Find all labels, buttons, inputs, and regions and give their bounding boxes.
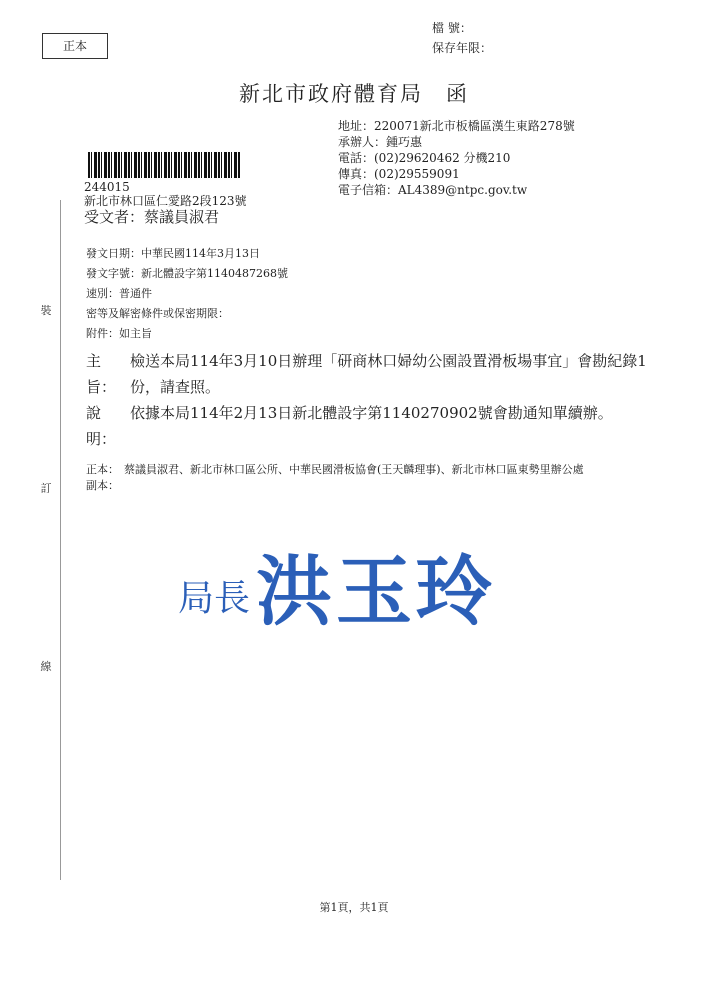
binding-mark-2: 訂 <box>38 478 54 498</box>
original-recipients-row <box>86 462 646 478</box>
document-meta <box>86 244 288 344</box>
copy-recipients-label: 副本： <box>86 479 119 492</box>
file-number: 檔 號： <box>432 21 472 35</box>
confidentiality: 密等及解密條件或保密期限： <box>86 307 229 320</box>
original-stamp: 正本 <box>42 33 108 59</box>
recipient-address-block <box>84 180 247 208</box>
postal-code: 244015 <box>84 180 130 194</box>
recipient-address: 新北市林口區仁愛路2段123號 <box>84 194 247 208</box>
page-footer: 第1頁，共1頁 <box>319 901 389 914</box>
signature-name: 洪玉玲 <box>256 547 496 636</box>
signature-title: 局長 <box>178 578 251 619</box>
sender-fax: 傳真：(02)29559091 <box>338 167 460 181</box>
recipient-name: 受文者：蔡議員淑君 <box>84 208 220 226</box>
director-signature-seal <box>170 538 530 638</box>
distribution-list <box>86 462 646 494</box>
subject-label: 主旨： <box>86 352 117 396</box>
body-section <box>86 348 666 452</box>
archive-info <box>432 18 492 58</box>
explanation-label: 說明： <box>86 404 117 448</box>
original-recipients-label: 正本： <box>86 463 119 476</box>
subject-text: 檢送本局114年3月10日辦理「研商林口婦幼公園設置滑板場事宜」會勘紀錄1份，請查照。 <box>130 352 647 396</box>
subject-row <box>86 348 666 400</box>
binding-mark-1: 裝 <box>38 300 54 320</box>
sender-phone: 電話：(02)29620462 分機210 <box>338 151 511 165</box>
document-title: 新北市政府體育局 函 <box>239 82 469 106</box>
original-recipients-text: 蔡議員淑君、新北市林口區公所、中華民國滑板協會(王天麟理事)、新北市林口區東勢里辦公處 <box>124 463 584 476</box>
explanation-text: 依據本局114年2月13日新北體設字第1140270902號會勘通知單續辦。 <box>130 404 613 422</box>
delivery-speed: 速別：普通件 <box>86 287 152 300</box>
issue-date: 發文日期：中華民國114年3月13日 <box>86 247 260 260</box>
sender-address: 地址：220071新北市板橋區漢生東路278號 <box>338 119 575 133</box>
sender-info <box>338 118 575 198</box>
barcode <box>88 152 240 178</box>
copy-recipients-row <box>86 478 646 494</box>
retention-period: 保存年限： <box>432 41 493 55</box>
attachment: 附件：如主旨 <box>86 327 152 340</box>
copy-recipients-text <box>124 478 646 494</box>
binding-mark-3: 線 <box>38 656 54 676</box>
sender-email: 電子信箱：AL4389@ntpc.gov.tw <box>338 183 528 197</box>
explanation-row <box>86 400 666 452</box>
document-number: 發文字號：新北體設字第1140487268號 <box>86 267 288 280</box>
sender-contact: 承辦人：鍾巧惠 <box>338 135 423 149</box>
binding-line <box>60 200 61 880</box>
